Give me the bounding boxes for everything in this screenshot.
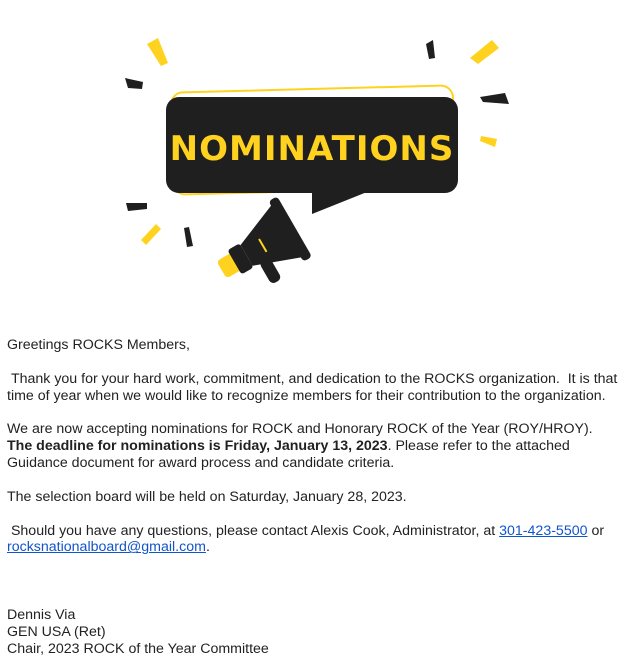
burst-black-left [125,78,143,89]
burst-black-top-right [426,40,435,59]
nominations-illustration [0,0,625,300]
signature-name: Dennis Via [7,607,76,624]
questions-end: . [205,539,210,556]
signature-rank: GEN USA (Ret) [7,623,106,640]
bubble-tail [312,190,372,214]
burst-black-lower-left [126,203,147,211]
questions-prefix: Should you have any questions, please contact Alexis Cook, Administrator, at [7,522,500,539]
megaphone-icon [203,196,314,300]
deadline-text: The deadline for nominations is Friday, January 13, 2023 [7,438,388,455]
signature-title: Chair, 2023 ROCK of the Year Committee [7,640,269,657]
questions-paragraph [7,523,619,557]
burst-yellow-top-left [147,38,168,66]
spacer [7,573,619,607]
email-link[interactable]: rocksnationalboard@gmail.com [7,539,206,556]
burst-black-right [480,93,509,104]
burst-black-lower [184,227,193,247]
signature-block [7,607,619,657]
banner-text: NOMINATIONS [169,129,455,169]
accepting-prefix: We are now accepting nominations for ROCK and Honorary ROCK of the Year (ROY/HROY). [7,421,593,438]
email-body [7,337,622,658]
thanks-paragraph: Thank you for your hard work, commitment, and dedication to the ROCKS organization. It is that time of year when we would like to recognize members for their contribution to the organization. [7,370,622,404]
burst-yellow-right [480,136,497,147]
burst-yellow-top-right [470,40,499,64]
board-paragraph: The selection board will be held on Saturday, January 28, 2023. [7,488,407,505]
greeting-text: Greetings ROCKS Members, [7,337,190,353]
phone-link[interactable]: 301-423-5500 [499,522,588,539]
questions-or: or [587,522,608,539]
accepting-paragraph [7,421,619,471]
burst-yellow-lower-left [141,224,161,245]
nominations-hero-image [0,0,625,300]
accepting-suffix: . Please refer to the attached Guidance document for award process and candidate criteria. [7,438,570,471]
